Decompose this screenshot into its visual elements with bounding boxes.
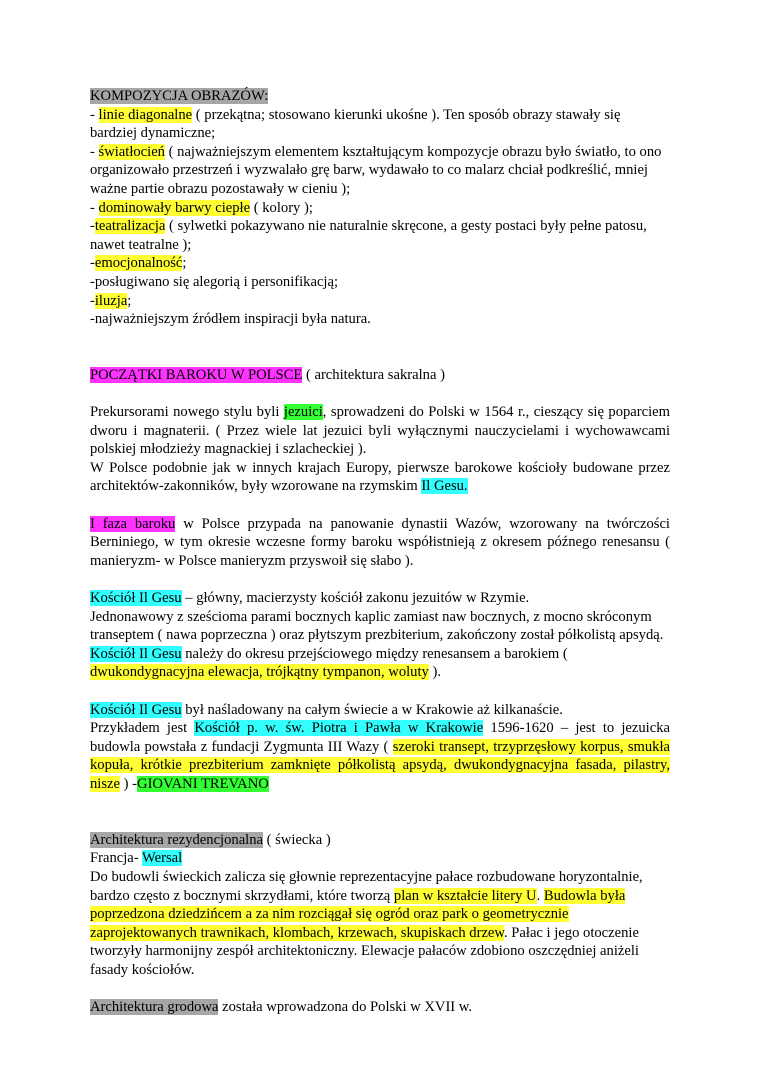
section2-heading-line: POCZĄTKI BAROKU W POLSCE ( architektura sakralna ): [90, 366, 445, 383]
term-features: dwukondygnacyjna elewacja, trójkątny tympanon, woluty: [90, 664, 429, 681]
section1-list: [90, 106, 670, 329]
term-features: szeroki transept, trzyprzęsłowy korpus, smukła kopuła, krótkie prezbiterium zamknięte półkolistą apsydą, dwukondygnacyjna fasada, pilastry, nisze: [90, 738, 670, 792]
term-kosciol-il-gesu: Kościół Il Gesu: [90, 590, 182, 607]
term-highlight: iluzja: [94, 292, 128, 309]
paragraph-kosciol-il-gesu: Kościół Il Gesu – główny, macierzysty kościół zakonu jezuitów w Rzymie.: [90, 590, 530, 607]
section3-heading: Architektura rezydencjonalna: [90, 831, 264, 848]
section2-heading: POCZĄTKI BAROKU W POLSCE: [90, 366, 303, 383]
section3-heading-line: Architektura rezydencjonalna ( świecka ): [90, 831, 331, 848]
paragraph-w-polsce: W Polsce podobnie jak w innych krajach Europy, pierwsze barokowe kościoły budowane przez architektów-zakonników, były wzorowane na rzymskim Il Gesu.: [90, 459, 670, 495]
term-kosciol-krakow: Kościół p. w. św. Piotra i Pawła w Krakowie: [194, 720, 484, 737]
term-highlight: teatralizacja: [94, 218, 166, 235]
paragraph-przyklad: Przykładem jest Kościół p. w. św. Piotra i Pawła w Krakowie 1596-1620 – jest to jezuicka budowla powstała z fundacji Zygmunta III Wazy ( szeroki transept, trzyprzęsłowy korpus, smukła kopuła, krótkie prezbiterium zamknięte półkolistą apsydą, dwukondygnacyjna fasada, pilastry, nisze ) -GIOVANI TREVANO: [90, 720, 670, 792]
paragraph-i-faza: I faza baroku w Polsce przypada na panowanie dynastii Wazów, wzorowany na twórczości Berniniego, w tym okresie wczesne formy baroku współistnieją z okresem późnego renesansu ( manieryzm- w Polsce manieryzm przyswoił się słabo ).: [90, 515, 670, 569]
term-ogrod: Budowla była poprzedzona dziedzińcem a za nim rozciągał się ogród oraz park o geometrycznie zaprojektowanych trawnikach, klombach, krzewach, skupiskach drzew: [90, 887, 626, 941]
line-francja: Francja- Wersal: [90, 850, 183, 867]
term-highlight: emocjonalność: [94, 255, 183, 272]
term-highlight: linie diagonalne: [98, 106, 193, 123]
section4-heading: Architektura grodowa: [90, 999, 219, 1016]
list-item: -najważniejszym źródłem inspiracji była natura.: [90, 311, 371, 328]
term-i-faza-baroku: I faza baroku: [90, 515, 176, 532]
term-highlight: światłocień: [98, 143, 165, 160]
list-item: -posługiwano się alegorią i personifikacją;: [90, 273, 339, 290]
section1-heading-line: [90, 87, 670, 106]
list-item: -iluzja;: [90, 292, 132, 309]
term-kosciol-il-gesu: Kościół Il Gesu: [90, 701, 182, 718]
section1-heading: KOMPOZYCJA OBRAZÓW:: [90, 88, 269, 104]
list-item: -emocjonalność;: [90, 255, 187, 272]
term-architect: GIOVANI TREVANO: [137, 775, 269, 792]
list-item: - dominowały barwy ciepłe ( kolory );: [90, 199, 313, 216]
paragraph-nasladowany: Kościół Il Gesu był naśladowany na całym świecie a w Krakowie aż kilkanaście.: [90, 701, 563, 718]
paragraph-prekursorzy: Prekursorami nowego stylu byli jezuici, sprowadzeni do Polski w 1564 r., cieszący się poparciem dworu i magnaterii. ( Przez wiele lat jezuici byli wyłącznymi nauczycielami i wychowawcami polskiej młodzieży magnackiej i szlacheckiej ).: [90, 404, 671, 458]
document-page: [90, 87, 670, 1017]
term-wersal: Wersal: [142, 850, 183, 867]
list-item: - światłocień ( najważniejszym elementem kształtującym kompozycje obrazu było światło, to ono organizowało przestrzeń i wyzwalało grę barw, wydawało to co malarz chciał podkreślić, mniej ważne partie obrazu pozostawały w cieniu );: [90, 143, 662, 197]
paragraph-jednonawowy: Jednonawowy z sześcioma parami bocznych kaplic zamiast naw bocznych, z mocno skróconym transeptem ( nawa poprzeczna ) oraz płytszym prezbiterium, zakończony został półkolistą apsydą. Kościół Il Gesu należy do okresu przejściowego między renesansem a barokiem ( dwukondygnacyjna elewacja, trójkątny tympanon, woluty ).: [90, 608, 664, 681]
term-highlight: dominowały barwy ciepłe: [98, 199, 251, 216]
section4-line: Architektura grodowa została wprowadzona do Polski w XVII w.: [90, 999, 473, 1016]
term-kosciol-il-gesu: Kościół Il Gesu: [90, 645, 182, 662]
list-item: -teatralizacja ( sylwetki pokazywano nie naturalnie skręcone, a gesty postaci były pełne patosu, nawet teatralne );: [90, 218, 647, 253]
paragraph-budowle-swieckie: Do budowli świeckich zalicza się głownie reprezentacyjne pałace rozbudowane horyzontalnie, bardzo często z bocznymi skrzydłami, które tworzą plan w kształcie litery U. Budowla była poprzedzona dziedzińcem a za nim rozciągał się ogród oraz park o geometrycznie zaprojektowanych trawnikach, klombach, krzewach, skupiskach drzew. Pałac i jego otoczenie tworzyły harmonijny zespół architektoniczny. Elewacje pałaców zdobiono oszczędniej aniżeli fasady kościołów.: [90, 868, 643, 978]
term-jezuici: jezuici: [283, 404, 323, 421]
list-item: - linie diagonalne ( przekątna; stosowano kierunki ukośne ). Ten sposób obrazy stawały się bardziej dynamiczne;: [90, 106, 621, 142]
term-il-gesu: Il Gesu.: [421, 478, 468, 495]
term-plan-u: plan w kształcie litery U: [393, 887, 537, 904]
